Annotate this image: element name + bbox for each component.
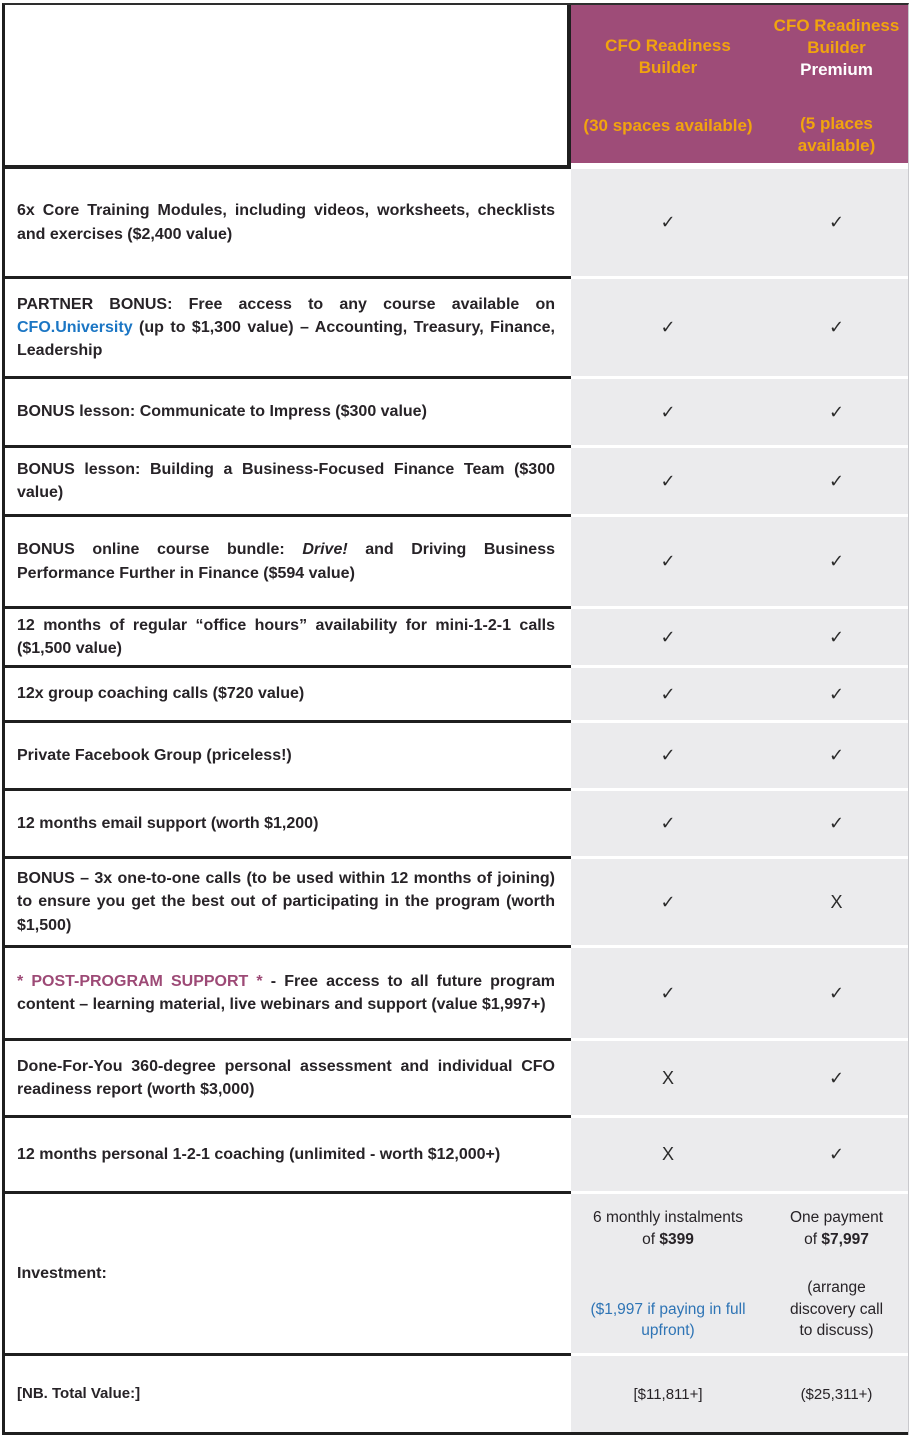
label-text: and Driving Business Performance Further in Finance ($594 value) bbox=[17, 541, 556, 582]
label-text: - Free access to all future program content – learning material, live webinars and support (value $1,997+) bbox=[17, 972, 556, 1013]
feature-label-cell bbox=[5, 948, 571, 1041]
feature-row-360-assessment bbox=[5, 1041, 908, 1118]
feature-label: Done-For-You 360-degree personal assessment and individual CFO readiness report (worth $3,000) bbox=[17, 1057, 555, 1098]
feature-row-personal-coaching bbox=[5, 1118, 908, 1194]
feature-label: 12x group coaching calls ($720 value) bbox=[17, 685, 305, 703]
feature-row-bonus-course-bundle bbox=[5, 517, 908, 609]
feature-marks bbox=[571, 279, 908, 379]
header-empty-cell bbox=[5, 5, 571, 169]
table-header-row bbox=[5, 5, 908, 169]
feature-label-cell bbox=[5, 609, 571, 668]
column-header-builder bbox=[571, 5, 765, 163]
feature-label: 12 months email support (worth $1,200) bbox=[17, 814, 319, 832]
feature-label-cell bbox=[5, 448, 571, 517]
builder-mark: X bbox=[661, 1144, 674, 1164]
feature-label-cell bbox=[5, 859, 571, 948]
feature-marks bbox=[571, 609, 908, 668]
premium-mark: ✓ bbox=[828, 813, 845, 833]
feature-label-cell bbox=[5, 723, 571, 791]
feature-label bbox=[17, 293, 555, 363]
premium-mark: ✓ bbox=[828, 1067, 845, 1088]
feature-marks bbox=[571, 948, 908, 1041]
feature-marks bbox=[571, 859, 908, 948]
premium-column-title: CFO Readiness Builder bbox=[773, 16, 900, 58]
premium-mark: X bbox=[830, 891, 843, 912]
premium-price-text: One payment of bbox=[789, 1209, 884, 1248]
premium-price bbox=[787, 1207, 887, 1250]
cfo-university-link[interactable]: CFO.University bbox=[17, 318, 133, 336]
investment-row bbox=[5, 1194, 908, 1356]
feature-row-core-modules bbox=[5, 169, 908, 279]
builder-mark: ✓ bbox=[660, 745, 676, 765]
builder-total-value: [$11,811+] bbox=[633, 1385, 703, 1403]
builder-mark: ✓ bbox=[660, 317, 676, 337]
builder-mark: X bbox=[661, 1067, 674, 1088]
premium-price-amount: $7,997 bbox=[821, 1230, 869, 1248]
premium-availability: (5 places available) bbox=[797, 113, 876, 155]
feature-row-partner-bonus bbox=[5, 279, 908, 379]
premium-mark: ✓ bbox=[828, 745, 845, 765]
feature-label-cell bbox=[5, 379, 571, 448]
total-label: [NB. Total Value:] bbox=[17, 1385, 141, 1403]
feature-label: 12 months personal 1-2-1 coaching (unlimited - worth $12,000+) bbox=[17, 1145, 501, 1163]
builder-mark: ✓ bbox=[660, 813, 676, 833]
feature-label-cell bbox=[5, 668, 571, 723]
feature-label: 6x Core Training Modules, including videos, worksheets, checklists and exercises ($2,400 value) bbox=[17, 202, 555, 243]
premium-mark: ✓ bbox=[828, 551, 845, 571]
feature-row-bonus-finance-team bbox=[5, 448, 908, 517]
feature-label: BONUS lesson: Communicate to Impress ($300 value) bbox=[17, 403, 427, 421]
premium-price-note: (arrange discovery call to discuss) bbox=[789, 1278, 884, 1340]
premium-investment-cell bbox=[765, 1194, 908, 1353]
premium-mark: ✓ bbox=[828, 401, 845, 422]
premium-total-value: ($25,311+) bbox=[800, 1385, 873, 1403]
column-header-premium bbox=[765, 5, 908, 163]
builder-mark: ✓ bbox=[660, 551, 676, 571]
builder-column-title: CFO Readiness Builder bbox=[605, 36, 731, 78]
feature-marks bbox=[571, 448, 908, 517]
feature-label: BONUS lesson: Building a Business-Focused Finance Team ($300 value) bbox=[17, 460, 555, 501]
label-text: BONUS online course bundle: bbox=[17, 541, 303, 559]
feature-label: 12 months of regular “office hours” availability for mini-1-2-1 calls ($1,500 value) bbox=[17, 616, 555, 657]
feature-label-cell bbox=[5, 1118, 571, 1194]
builder-mark: ✓ bbox=[660, 626, 676, 647]
feature-marks bbox=[571, 379, 908, 448]
feature-marks bbox=[571, 723, 908, 791]
premium-mark: ✓ bbox=[828, 212, 845, 232]
builder-mark: ✓ bbox=[660, 212, 676, 232]
feature-label-cell bbox=[5, 517, 571, 609]
builder-investment-cell bbox=[571, 1194, 765, 1353]
builder-price-text: 6 monthly instalments of bbox=[593, 1209, 743, 1248]
feature-row-one-to-one-calls bbox=[5, 859, 908, 948]
comparison-table bbox=[2, 3, 909, 1435]
feature-marks bbox=[571, 791, 908, 859]
label-text: (up to $1,300 value) – Accounting, Treasury, Finance, Leadership bbox=[17, 318, 555, 360]
feature-marks bbox=[571, 1041, 908, 1118]
total-value-row bbox=[5, 1356, 908, 1435]
builder-price-amount: $399 bbox=[659, 1230, 694, 1248]
feature-label-cell bbox=[5, 1041, 571, 1118]
feature-label: BONUS – 3x one-to-one calls (to be used within 12 months of joining) to ensure you get the best out of participating in the program (worth $1,500) bbox=[17, 870, 555, 934]
feature-row-bonus-communicate bbox=[5, 379, 908, 448]
premium-mark: ✓ bbox=[828, 982, 845, 1003]
feature-marks bbox=[571, 517, 908, 609]
label-text: PARTNER BONUS: Free access to any course available on bbox=[17, 295, 555, 313]
feature-label-cell bbox=[5, 791, 571, 859]
feature-label bbox=[17, 970, 555, 1016]
premium-column-title-block bbox=[771, 15, 902, 81]
drive-course-title: Drive! bbox=[302, 541, 348, 559]
feature-marks bbox=[571, 169, 908, 279]
premium-mark: ✓ bbox=[828, 1144, 845, 1164]
builder-mark: ✓ bbox=[660, 470, 676, 491]
builder-mark: ✓ bbox=[660, 683, 676, 704]
total-values bbox=[571, 1356, 908, 1435]
feature-label-cell bbox=[5, 279, 571, 379]
total-label-cell bbox=[5, 1356, 571, 1435]
feature-row-email-support bbox=[5, 791, 908, 859]
builder-mark: ✓ bbox=[660, 891, 676, 912]
builder-availability: (30 spaces available) bbox=[583, 115, 753, 135]
premium-mark: ✓ bbox=[828, 470, 845, 491]
feature-row-post-program-support bbox=[5, 948, 908, 1041]
feature-label: Private Facebook Group (priceless!) bbox=[17, 746, 292, 764]
builder-mark: ✓ bbox=[660, 401, 676, 422]
premium-mark: ✓ bbox=[828, 317, 845, 337]
investment-values bbox=[571, 1194, 908, 1356]
feature-row-facebook-group bbox=[5, 723, 908, 791]
feature-label bbox=[17, 538, 555, 584]
builder-price bbox=[593, 1207, 743, 1250]
premium-column-subtitle: Premium bbox=[800, 60, 873, 80]
feature-label-cell bbox=[5, 169, 571, 279]
premium-mark: ✓ bbox=[828, 626, 845, 647]
builder-price-note: ($1,997 if paying in full upfront) bbox=[590, 1300, 746, 1340]
feature-marks bbox=[571, 1118, 908, 1194]
header-columns bbox=[571, 5, 908, 169]
premium-mark: ✓ bbox=[828, 683, 845, 704]
builder-mark: ✓ bbox=[660, 982, 676, 1003]
investment-label: Investment: bbox=[17, 1264, 107, 1282]
feature-marks bbox=[571, 668, 908, 723]
feature-row-group-coaching bbox=[5, 668, 908, 723]
investment-label-cell bbox=[5, 1194, 571, 1356]
post-program-support-highlight: * POST-PROGRAM SUPPORT * bbox=[17, 972, 263, 990]
feature-row-office-hours bbox=[5, 609, 908, 668]
